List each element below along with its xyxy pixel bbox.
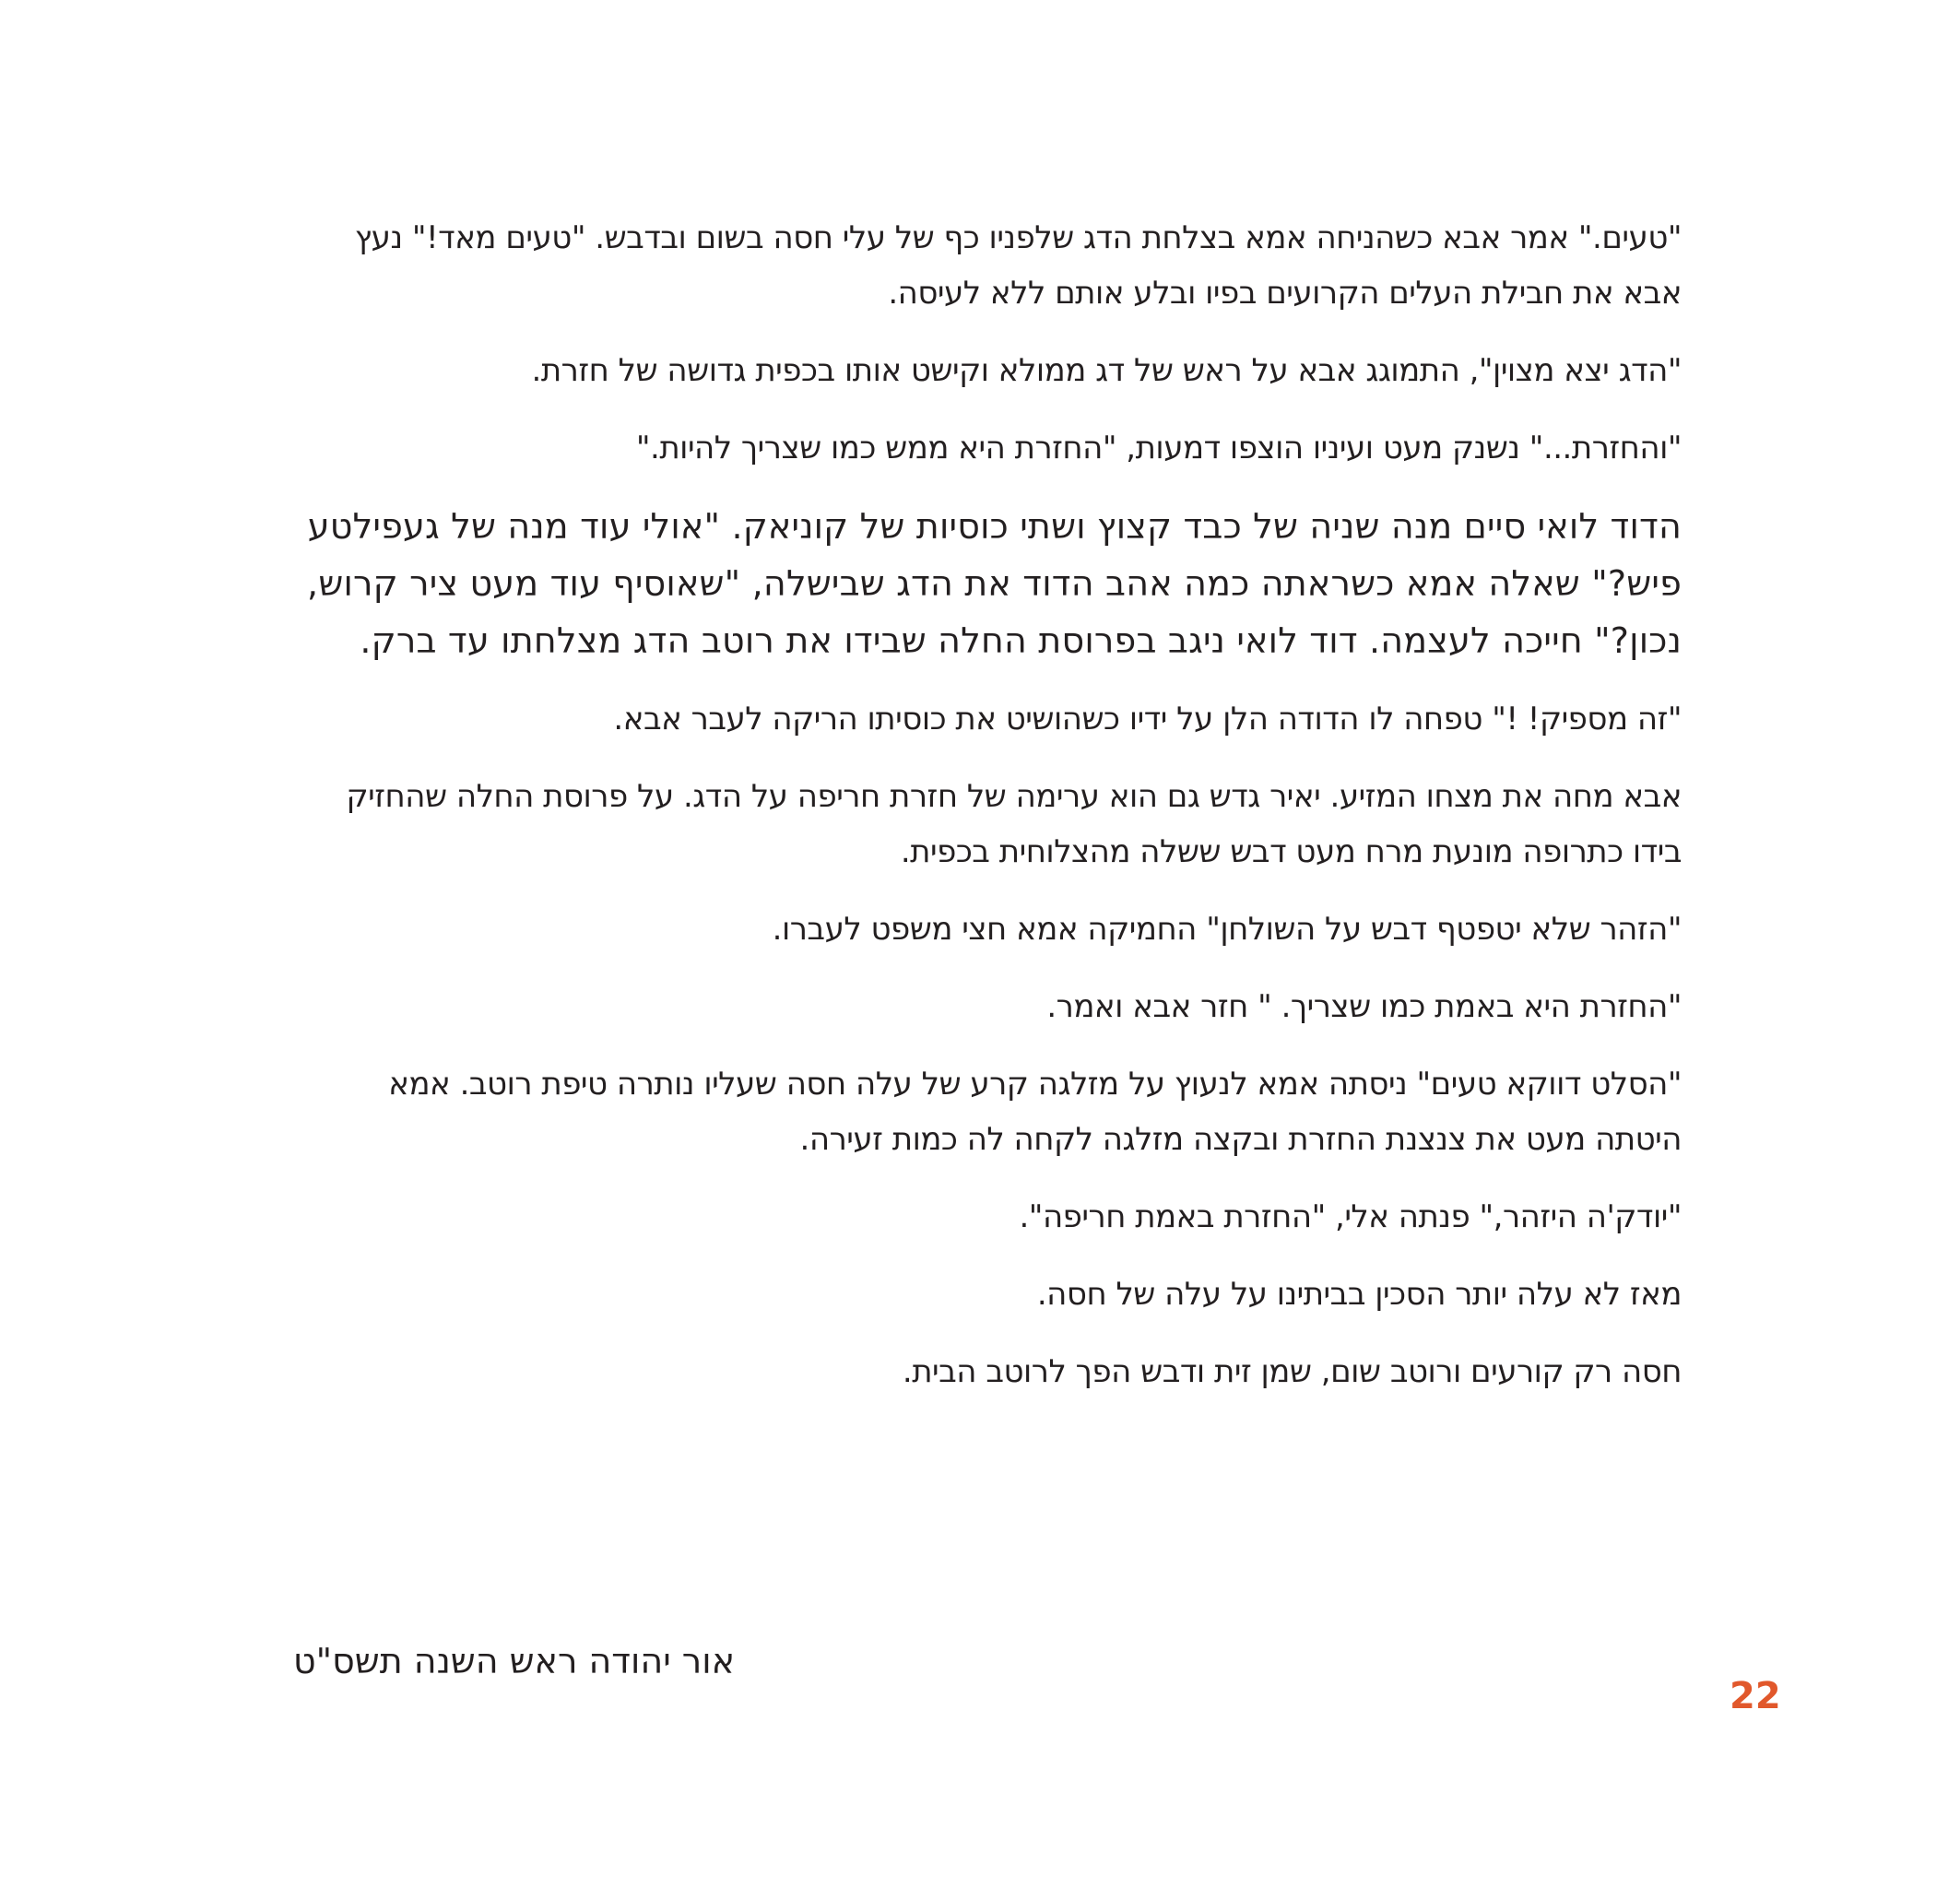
paragraph: חסה רק קורעים ורוטב שום, שמן זית ודבש הפך לרוטב הבית. [902,1353,1682,1390]
paragraph: "זה מספיק! !" טפחה לו הדודה הלן על ידיו כשהושיט את כוסיתו הריקה לעבר אבא. [613,701,1682,737]
paragraph: "טעים." אמר אבא כשהניחה אמא בצלחת הדג שלפניו כף של עלי חסה בשום ובדבש. "טעים מאד!" נעץ אבא את חבילת העלים הקרועים בפיו ובלע אותם ללא לעיסה. [354,219,1682,312]
paragraph: אבא מחה את מצחו המזיע. יאיר גדש גם הוא ערימה של חזרת חריפה על הדג. על פרוסת החלה שהחזיק בידו כתרופה מונעת מרח מעט דבש ששלה מהצלוחית בכפית. [346,778,1682,870]
paragraph: הדוד לואי סיים מנה שניה של כבד קצוץ ושתי כוסיות של קוניאק. "אולי עוד מנה של געפילטע פיש?" שאלה אמא כשראתה כמה אהב הדוד את הדג שבישלה, "שאוסיף עוד מעט ציר קרוש, נכון?" חייכה לעצמה. דוד לואי ניגב בפרוסת החלה שבידו את רוטב הדג מצלחתו עד ברק. [307,506,1682,661]
paragraph: "הדג יצא מצוין", התמוגג אבא על ראש של דג ממולא וקישט אותו בכפית גדושה של חזרת. [531,352,1682,389]
signature-line: אור יהודה ראש השנה תשס"ט [293,1641,736,1681]
paragraph: מאז לא עלה יותר הסכין בביתינו על עלה של חסה. [1036,1276,1682,1313]
story-text [293,210,1682,1421]
paragraph: "החזרת היא באמת כמו שצריך. " חזר אבא ואמר. [1046,988,1682,1025]
paragraph: "יודק'ה היזהר," פנתה אלי, "החזרת באמת חריפה". [1019,1198,1682,1235]
paragraph: "והחזרת..." נשנק מעט ועיניו הוצפו דמעות, "החזרת היא ממש כמו שצריך להיות." [635,430,1682,466]
paragraph: "הזהר שלא יטפטף דבש על השולחן" החמיקה אמא חצי משפט לעברו. [772,911,1682,948]
paragraph: "הסלט דווקא טעים" ניסתה אמא לנעוץ על מזלגה קרע של עלה חסה שעליו נותרה טיפת רוטב. אמא היטתה מעט את צנצנת החזרת ובקצה מזלגה לקחה לה כמות זעירה. [388,1066,1682,1158]
page-number: 22 [1730,1675,1781,1717]
